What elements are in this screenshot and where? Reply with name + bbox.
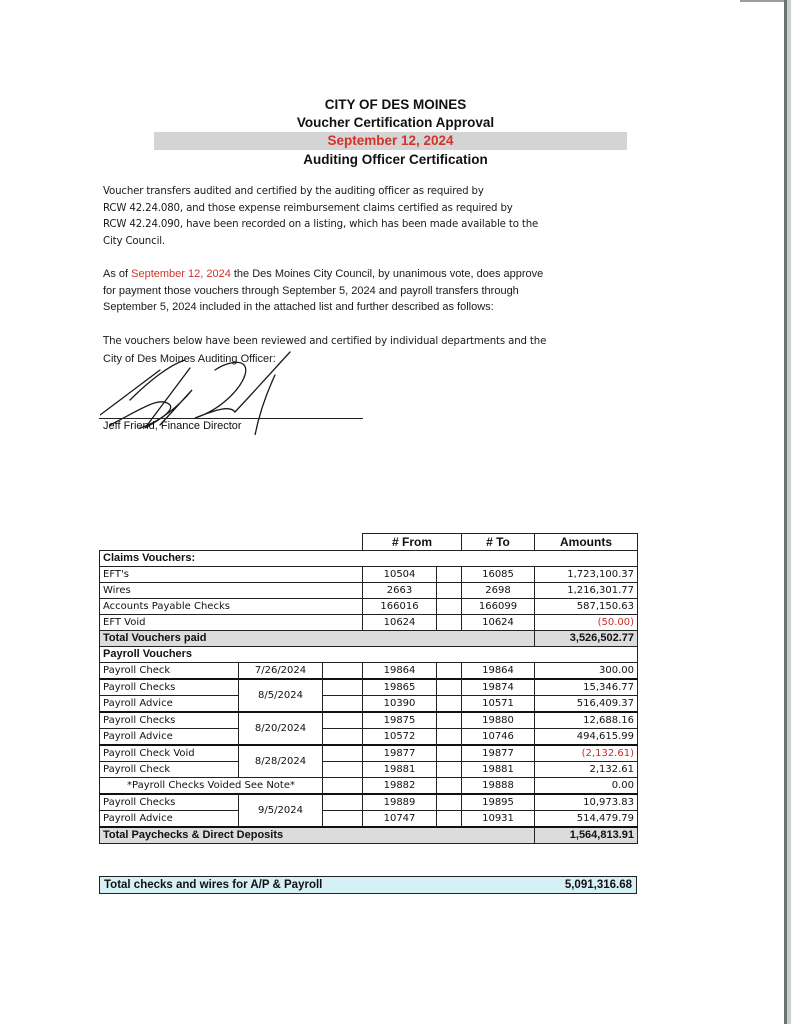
document-title: Voucher Certification Approval (296, 115, 495, 130)
row-to: 10624 (462, 615, 535, 631)
row-gap (437, 599, 462, 615)
row-to: 19880 (462, 712, 535, 729)
paragraph-line: for payment those vouchers through September 5, 2024 and payroll transfers through (103, 284, 519, 297)
row-blank (323, 696, 363, 713)
total-row-payroll (100, 827, 638, 844)
row-gap (437, 712, 462, 729)
row-to: 2698 (462, 583, 535, 599)
table-row (100, 745, 638, 762)
row-from: 19864 (363, 663, 437, 680)
total-label: Total Paychecks & Direct Deposits (100, 827, 535, 844)
row-amount: 2,132.61 (535, 762, 638, 778)
approval-date-inline: September 12, 2024 (131, 268, 231, 280)
paragraph-line (103, 266, 623, 283)
row-gap (437, 794, 462, 811)
row-blank (323, 794, 363, 811)
total-label: Total Vouchers paid (100, 631, 535, 647)
row-amount: 1,723,100.37 (535, 567, 638, 583)
row-blank (323, 663, 363, 680)
row-to: 16085 (462, 567, 535, 583)
certification-paragraph (103, 184, 623, 251)
voucher-table (99, 533, 638, 844)
row-label: Payroll Checks (100, 712, 239, 729)
row-amount: 300.00 (535, 663, 638, 680)
row-date: 9/5/2024 (239, 794, 323, 827)
grand-total-amount: 5,091,316.68 (564, 879, 632, 891)
text-prefix: As of (103, 268, 132, 280)
approval-paragraph (103, 266, 623, 316)
row-from: 10390 (363, 696, 437, 713)
row-amount: 1,216,301.77 (535, 583, 638, 599)
document-header (0, 96, 791, 169)
row-blank (323, 745, 363, 762)
paragraph-line: September 5, 2024 included in the attached list and further described as follows: (103, 301, 494, 314)
row-amount: 514,479.79 (535, 811, 638, 828)
row-amount: 0.00 (535, 778, 638, 795)
table-header-row (100, 534, 638, 551)
row-label: Payroll Checks (100, 794, 239, 811)
total-amount: 3,526,502.77 (535, 631, 638, 647)
header-from: # From (363, 534, 462, 551)
row-label: Payroll Check Void (100, 745, 239, 762)
row-gap (437, 663, 462, 680)
row-gap (437, 811, 462, 828)
row-amount: 587,150.63 (535, 599, 638, 615)
row-to: 10746 (462, 729, 535, 746)
row-from: 10504 (363, 567, 437, 583)
row-amount: 15,346.77 (535, 679, 638, 696)
row-to: 19881 (462, 762, 535, 778)
table-row (100, 583, 638, 599)
row-from: 19881 (363, 762, 437, 778)
section-row-claims (100, 551, 638, 567)
paragraph-line: RCW 42.24.090, have been recorded on a listing, which has been made available to the (103, 219, 539, 231)
city-name: CITY OF DES MOINES (324, 97, 467, 112)
table-row (100, 794, 638, 811)
row-date: 8/20/2024 (239, 712, 323, 745)
header-spacer (100, 534, 363, 551)
header-to: # To (462, 534, 535, 551)
row-label: Payroll Advice (100, 811, 239, 828)
row-gap (437, 729, 462, 746)
review-paragraph-line2: City of Des Moines Auditing Officer: (103, 353, 276, 365)
paragraph-line: Voucher transfers audited and certified by the auditing officer as required by (103, 186, 484, 197)
scan-edge-top (740, 0, 786, 2)
row-gap (437, 583, 462, 599)
table-row (100, 712, 638, 729)
row-to: 19874 (462, 679, 535, 696)
table-row (100, 599, 638, 615)
table-row (100, 615, 638, 631)
row-label: Payroll Advice (100, 729, 239, 746)
row-blank (323, 679, 363, 696)
row-from: 19889 (363, 794, 437, 811)
row-label: EFT's (100, 567, 363, 583)
row-label-note: *Payroll Checks Voided See Note* (100, 778, 323, 795)
row-amount: 10,973.83 (535, 794, 638, 811)
table-row (100, 762, 638, 778)
grand-total-label: Total checks and wires for A/P & Payroll (104, 879, 323, 891)
row-label: Payroll Advice (100, 696, 239, 713)
row-to: 166099 (462, 599, 535, 615)
row-label: Payroll Check (100, 762, 239, 778)
row-amount-negative: (2,132.61) (535, 745, 638, 762)
row-label: Payroll Check (100, 663, 239, 680)
table-row (100, 567, 638, 583)
row-blank (323, 712, 363, 729)
row-to: 19888 (462, 778, 535, 795)
table-row (100, 663, 638, 680)
row-from: 19865 (363, 679, 437, 696)
row-blank (323, 762, 363, 778)
grand-total-row (99, 876, 637, 894)
table-row (100, 729, 638, 746)
row-gap (437, 696, 462, 713)
table-row (100, 696, 638, 713)
row-from: 10624 (363, 615, 437, 631)
row-blank (323, 778, 363, 795)
row-label: Payroll Checks (100, 679, 239, 696)
row-label: Accounts Payable Checks (100, 599, 363, 615)
row-from: 10747 (363, 811, 437, 828)
paragraph-line: RCW 42.24.080, and those expense reimbursement claims certified as required by (103, 202, 513, 214)
row-amount: 494,615.99 (535, 729, 638, 746)
row-date: 7/26/2024 (239, 663, 323, 680)
row-from: 19882 (363, 778, 437, 795)
approval-date: September 12, 2024 (154, 132, 627, 150)
review-paragraph-line1: The vouchers below have been reviewed and certified by individual departments and the (103, 336, 547, 347)
section-label: Payroll Vouchers (100, 647, 638, 663)
row-to: 19877 (462, 745, 535, 762)
total-amount: 1,564,813.91 (535, 827, 638, 844)
table-row (100, 811, 638, 828)
row-from: 166016 (363, 599, 437, 615)
paragraph-line: City Council. (103, 236, 166, 248)
table-row (100, 679, 638, 696)
row-blank (323, 729, 363, 746)
row-gap (437, 567, 462, 583)
header-amounts: Amounts (535, 534, 638, 551)
row-gap (437, 745, 462, 762)
row-blank (323, 811, 363, 828)
row-gap (437, 615, 462, 631)
row-to: 19864 (462, 663, 535, 680)
section-label: Claims Vouchers: (100, 551, 638, 567)
row-to: 10931 (462, 811, 535, 828)
row-gap (437, 679, 462, 696)
row-amount: 516,409.37 (535, 696, 638, 713)
signature-line (99, 418, 363, 419)
document-subtitle: Auditing Officer Certification (303, 152, 488, 167)
row-from: 2663 (363, 583, 437, 599)
row-date: 8/5/2024 (239, 679, 323, 712)
row-from: 19877 (363, 745, 437, 762)
row-from: 10572 (363, 729, 437, 746)
text-rest: the Des Moines City Council, by unanimous vote, does approve (230, 268, 544, 280)
row-label: Wires (100, 583, 363, 599)
row-amount: 12,688.16 (535, 712, 638, 729)
table-row-voided-note (100, 778, 638, 795)
signer-name-title: Jeff Friend, Finance Director (103, 420, 242, 432)
row-gap (437, 778, 462, 795)
total-row-vouchers (100, 631, 638, 647)
row-to: 10571 (462, 696, 535, 713)
row-amount-negative: (50.00) (535, 615, 638, 631)
row-label: EFT Void (100, 615, 363, 631)
row-from: 19875 (363, 712, 437, 729)
row-date: 8/28/2024 (239, 745, 323, 778)
row-gap (437, 762, 462, 778)
row-to: 19895 (462, 794, 535, 811)
section-row-payroll (100, 647, 638, 663)
